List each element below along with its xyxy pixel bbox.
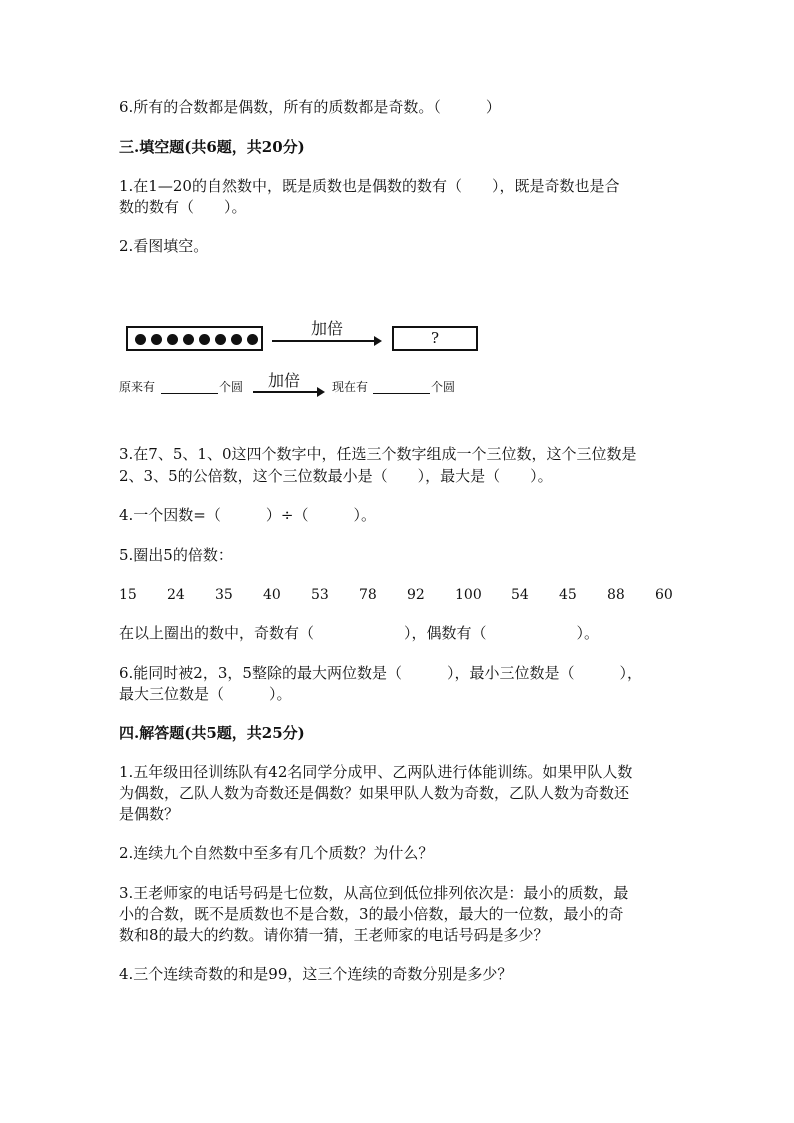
number-item[interactable]: 35 <box>215 587 233 603</box>
arrow-label: 加倍 <box>311 319 344 338</box>
number-item[interactable]: 60 <box>655 587 673 603</box>
question-line: 为偶数，乙队人数为奇数还是偶数？如果甲队人数为奇数，乙队人数为奇数还 <box>119 784 630 802</box>
number-item[interactable]: 100 <box>455 587 482 603</box>
number-item[interactable]: 45 <box>559 587 577 603</box>
question-line: 最大三位数是（ ）。 <box>119 685 292 703</box>
arrow-label: 加倍 <box>268 371 301 390</box>
question-line: 2.看图填空。 <box>119 237 209 255</box>
question-line: 6.能同时被2，3，5整除的最大两位数是（ ），最小三位数是（ ）， <box>119 664 642 682</box>
figure-text: 个圆 <box>431 380 456 394</box>
circle-dot <box>151 334 162 345</box>
question-line: 3.在7、5、1、0这四个数字中，任选三个数字组成一个三位数，这个三位数是 <box>119 445 637 463</box>
circle-dot <box>199 334 210 345</box>
number-item[interactable]: 78 <box>359 587 377 603</box>
right-arrow-icon <box>272 340 380 342</box>
circle-dot <box>135 334 146 345</box>
figure-text: 个圆 <box>219 380 244 394</box>
question-line: 6.所有的合数都是偶数，所有的质数都是奇数。（ ） <box>119 98 501 116</box>
circle-dot <box>247 334 258 345</box>
circle-dot <box>167 334 178 345</box>
question-line: 是偶数？ <box>119 805 180 823</box>
circle-dot <box>215 334 226 345</box>
right-arrow-icon <box>253 391 323 393</box>
circle-dot <box>231 334 242 345</box>
number-item[interactable]: 15 <box>119 587 137 603</box>
section-heading: 三.填空题(共6题，共20分) <box>119 138 305 156</box>
number-item[interactable]: 53 <box>311 587 329 603</box>
question-line: 2、3、5的公倍数，这个三位数最小是（ ），最大是（ ）。 <box>119 467 553 485</box>
question-line: 5.圈出5的倍数： <box>119 546 233 564</box>
question-line: 2.连续九个自然数中至多有几个质数？为什么？ <box>119 844 434 862</box>
number-item[interactable]: 24 <box>167 587 185 603</box>
number-item[interactable]: 54 <box>511 587 529 603</box>
answer-blank <box>161 393 218 394</box>
number-item[interactable]: 40 <box>263 587 281 603</box>
question-line: 1.五年级田径训练队有42名同学分成甲、乙两队进行体能训练。如果甲队人数 <box>119 763 633 781</box>
figure-text: 原来有 <box>119 380 156 394</box>
question-line: 在以上圈出的数中，奇数有（ ），偶数有（ ）。 <box>119 624 600 642</box>
result-box: ? <box>392 326 478 351</box>
question-line: 数和8的最大的约数。请你猜一猜，王老师家的电话号码是多少？ <box>119 926 549 944</box>
number-item[interactable]: 88 <box>607 587 625 603</box>
circle-dot <box>183 334 194 345</box>
number-item[interactable]: 92 <box>407 587 425 603</box>
dots-box <box>126 326 263 351</box>
number-list <box>0 585 794 605</box>
question-line: 4.一个因数=（ ）÷（ ）。 <box>119 506 376 524</box>
question-line: 4.三个连续奇数的和是99，这三个连续的奇数分别是多少？ <box>119 965 513 983</box>
question-line: 小的合数，既不是质数也不是合数，3的最小倍数，最大的一位数，最小的奇 <box>119 905 624 923</box>
section-heading: 四.解答题(共5题，共25分) <box>119 724 305 742</box>
answer-blank <box>373 393 430 394</box>
question-line: 3.王老师家的电话号码是七位数，从高位到低位排列依次是：最小的质数，最 <box>119 884 629 902</box>
question-line: 数的数有（ ）。 <box>119 198 247 216</box>
figure-text: 现在有 <box>332 380 369 394</box>
question-line: 1.在1—20的自然数中，既是质数也是偶数的数有（ ），既是奇数也是合 <box>119 177 620 195</box>
